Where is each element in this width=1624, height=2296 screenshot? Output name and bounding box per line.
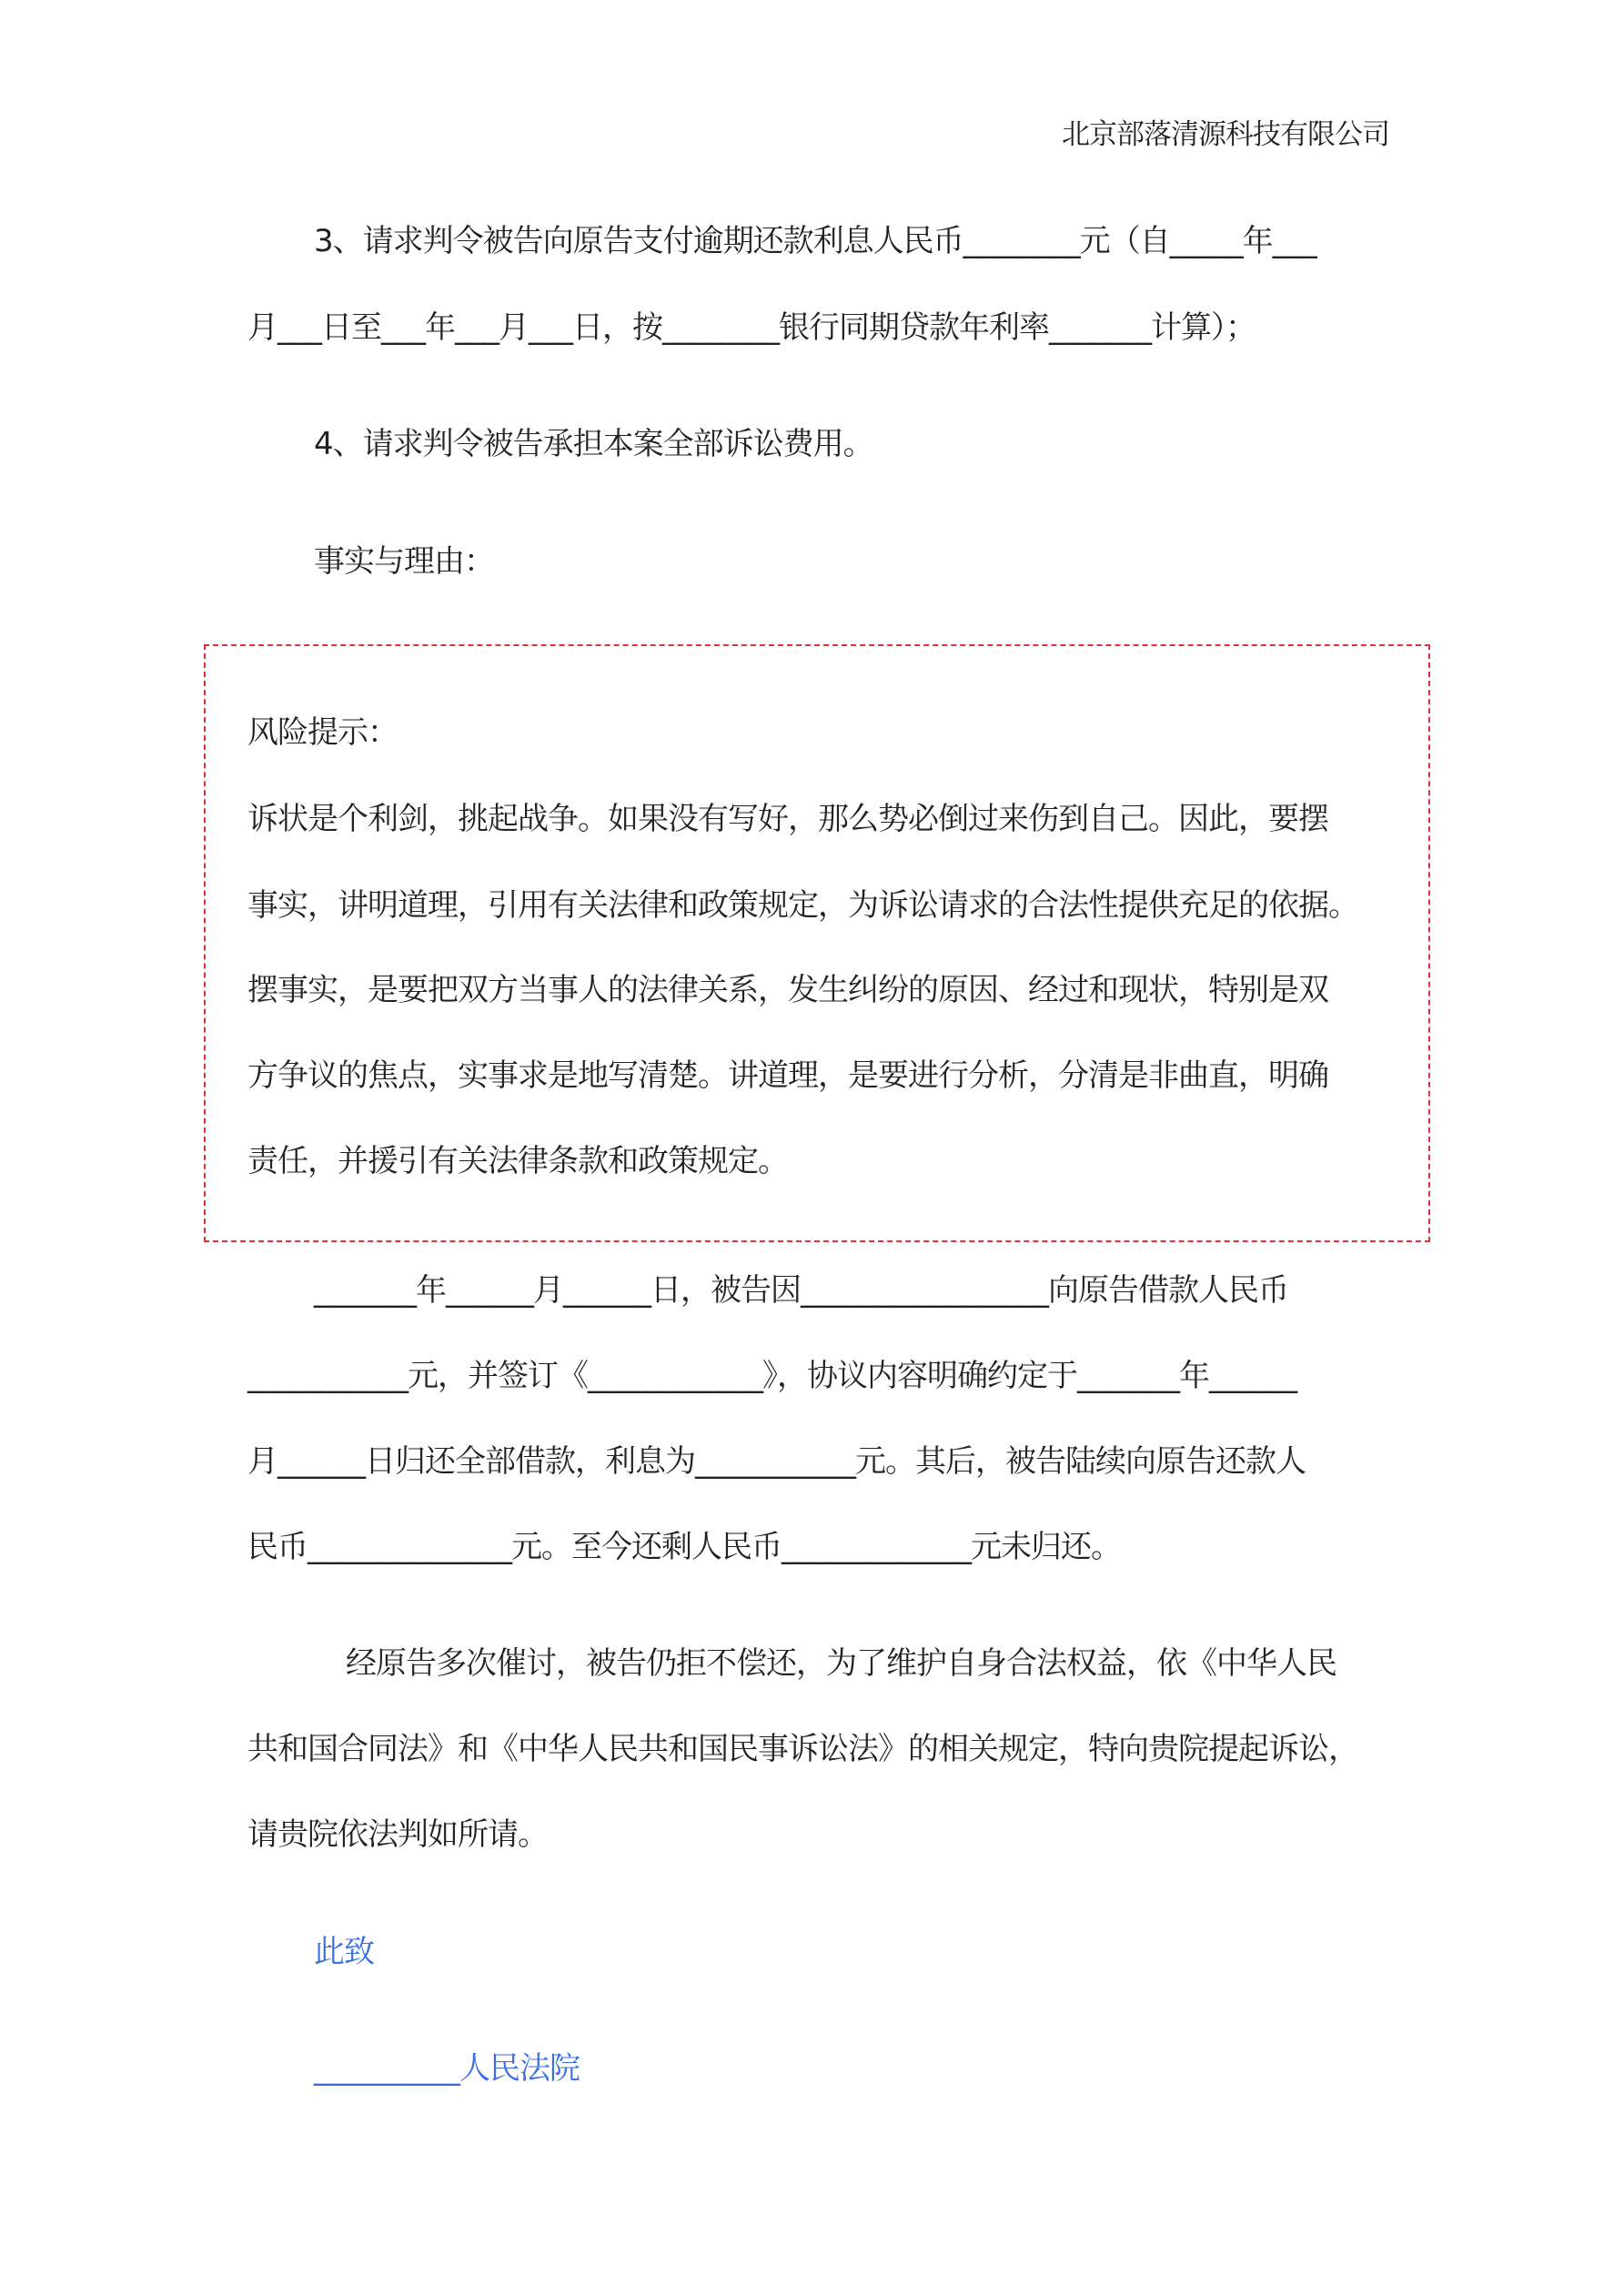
claim-4: 4、请求判令被告承担本案全部诉讼费用。: [314, 426, 873, 462]
facts-line: 民币______________元。至今还剩人民币_____________元未归还。: [247, 1529, 1121, 1565]
facts-line: 月______日归还全部借款，利息为___________元。其后，被告陆续向原告还款人: [247, 1443, 1306, 1480]
risk-tip-line: 诉状是个利剑，挑起战争。如果没有写好，那么势必倒过来伤到自己。因此，要摆: [247, 801, 1328, 837]
claim-3-line-1: 3、请求判令被告向原告支付逾期还款利息人民币________元（自_____年___: [314, 223, 1316, 259]
salutation: 此致: [314, 1934, 374, 1970]
court-name: __________人民法院: [314, 2050, 580, 2087]
risk-tip-title: 风险提示：: [247, 714, 398, 751]
facts-line: _______年______月______日，被告因_________________向原告借款人民币: [314, 1272, 1288, 1309]
claim-3-line-2: 月___日至___年___月___日，按________银行同期贷款年利率_______计算）；: [247, 309, 1256, 346]
facts-line: ___________元，并签订《____________》，协议内容明确约定于_______年______: [247, 1358, 1296, 1394]
reason-line: 经原告多次催讨，被告仍拒不偿还，为了维护自身合法权益，依《中华人民: [346, 1645, 1337, 1682]
risk-tip-line: 摆事实，是要把双方当事人的法律关系，发生纠纷的原因、经过和现状，特别是双: [247, 972, 1328, 1008]
facts-heading: 事实与理由：: [314, 543, 494, 580]
risk-tip-line: 责任，并援引有关法律条款和政策规定。: [247, 1143, 788, 1179]
company-header: 北京部落清源科技有限公司: [1062, 118, 1389, 151]
risk-tip-line: 方争议的焦点，实事求是地写清楚。讲道理，是要进行分析，分清是非曲直，明确: [247, 1057, 1328, 1094]
risk-tip-line: 事实，讲明道理，引用有关法律和政策规定，为诉讼请求的合法性提供充足的依据。: [247, 887, 1358, 924]
reason-line: 请贵院依法判如所请。: [247, 1816, 548, 1853]
reason-line: 共和国合同法》和《中华人民共和国民事诉讼法》的相关规定，特向贵院提起诉讼，: [247, 1731, 1358, 1767]
